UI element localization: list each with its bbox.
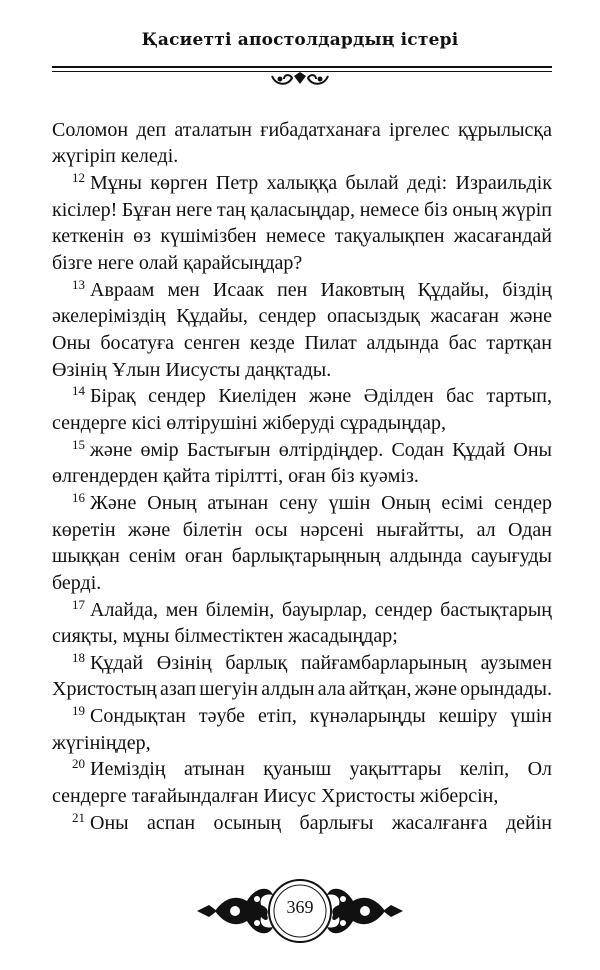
verse-number: 12 [72, 170, 85, 185]
verse-paragraph [52, 437, 552, 490]
text-line [52, 117, 552, 144]
line-text: сендерге кісі өлтірушіні жіберуді сұрадыңдар, [52, 411, 447, 434]
line-text: өлгендерден қайта тірілтті, оған біз куәміз. [52, 465, 419, 488]
verse-number: 21 [72, 809, 85, 825]
line-text: Құдай Өзінің барлық пайғамбарларының аузымен [90, 651, 552, 674]
header-rule-top [52, 66, 552, 68]
text-line [52, 517, 552, 544]
verse-paragraph [52, 597, 552, 650]
verse-number: 16 [72, 489, 85, 505]
text-line [52, 383, 552, 410]
verse-paragraph [52, 277, 552, 384]
verse-paragraph [52, 170, 552, 277]
verse-number: 13 [72, 276, 85, 292]
text-line [52, 437, 552, 464]
text-line [52, 303, 552, 330]
line-text: Христостың азап шегуін алдын ала айтқан, және орындады. [52, 678, 552, 701]
text-line [52, 490, 552, 517]
text-line [52, 676, 552, 703]
text-line [52, 703, 552, 730]
line-text: сияқты, мұны білместіктен жасадыңдар; [52, 625, 398, 648]
line-text: Және Оның атынан сену үшін Оның есімі сендер [90, 491, 552, 514]
line-text: Соломон деп аталатын ғибадатханаға іргелес құрылысқа [52, 118, 552, 141]
text-line [52, 463, 552, 490]
line-text: берді. [52, 571, 102, 594]
line-text: шыққан сенім оған барлықтарыңның алдында сауығуды [52, 545, 552, 568]
line-text: жүгіріп келеді. [52, 145, 179, 168]
line-text: Мұны көрген Петр халыққа былай деді: Израильдік [90, 172, 552, 194]
line-text: әкелеріміздің Құдайы, сендер опасыздық жасаған және [52, 305, 552, 328]
line-text: Сондықтан тәубе етіп, күнәларыңды кешіру үшін [90, 705, 552, 728]
page-number: 369 [286, 897, 314, 917]
text-line [52, 410, 552, 437]
text-line [52, 197, 552, 224]
verse-number: 20 [72, 756, 85, 772]
verse-paragraph [52, 756, 552, 809]
text-line [52, 250, 552, 277]
line-text: бізге неге олай қарайсыңдар? [52, 251, 303, 274]
running-header-title: Қасиетті апостолдардың істері [141, 30, 459, 50]
header-ornament-icon [268, 70, 332, 88]
line-text: Оны аспан осының барлығы жасалғанға дейін [90, 811, 552, 834]
text-line [52, 277, 552, 304]
verse-number: 17 [72, 596, 85, 612]
text-line [52, 170, 552, 197]
text-line [52, 756, 552, 783]
text-line [52, 783, 552, 810]
line-text: кісілер! Бұған неге таң қаласыңдар, немесе біз оның жүріп [52, 198, 552, 221]
line-text: Оны босатуға сенген кезде Пилат алдында бас тартқан [52, 331, 552, 354]
text-line [52, 357, 552, 384]
line-text: Өзінің Ұлын Иисусты даңқтады. [52, 358, 332, 381]
text-line [52, 570, 552, 597]
text-line [52, 650, 552, 677]
line-text: сендерге тағайындалған Иисус Христосты жіберсін, [52, 785, 499, 808]
verse-paragraph [52, 810, 552, 837]
line-text: Бірақ сендер Киеліден және Әділден бас тартып, [90, 385, 552, 408]
text-line [52, 730, 552, 757]
line-text: және өмір Бастығын өлтірдіңдер. Содан Құдай Оны [90, 438, 552, 461]
line-text: кеткенін өз күшімізбен немесе тақуалықпен жасағандай [52, 225, 552, 248]
text-line [52, 543, 552, 570]
text-line [52, 810, 552, 837]
verse-paragraph [52, 703, 552, 756]
verse-number: 18 [72, 649, 85, 665]
verse-number: 14 [72, 383, 85, 399]
verse-number: 15 [72, 436, 85, 452]
text-line [52, 143, 552, 170]
verse-number: 19 [72, 703, 85, 719]
continued-paragraph [52, 117, 552, 170]
page-body-text [52, 117, 552, 837]
verse-paragraph [52, 490, 552, 597]
line-text: Алайда, мен білемін, бауырлар, сендер бастықтарың [90, 598, 552, 621]
line-text: жүгініңдер, [52, 731, 151, 754]
verse-paragraph [52, 383, 552, 436]
line-text: Иеміздің атынан қуаныш уақыттары келіп, Ол [90, 758, 552, 781]
line-text: Авраам мен Исаак пен Иаковтың Құдайы, біздің [90, 278, 552, 301]
text-line [52, 623, 552, 650]
text-line [52, 223, 552, 250]
verse-paragraph [52, 650, 552, 703]
line-text: көретін және білетін осы нәрсені нығайтты, ал Одан [52, 518, 552, 541]
text-line [52, 597, 552, 624]
text-line [52, 330, 552, 357]
